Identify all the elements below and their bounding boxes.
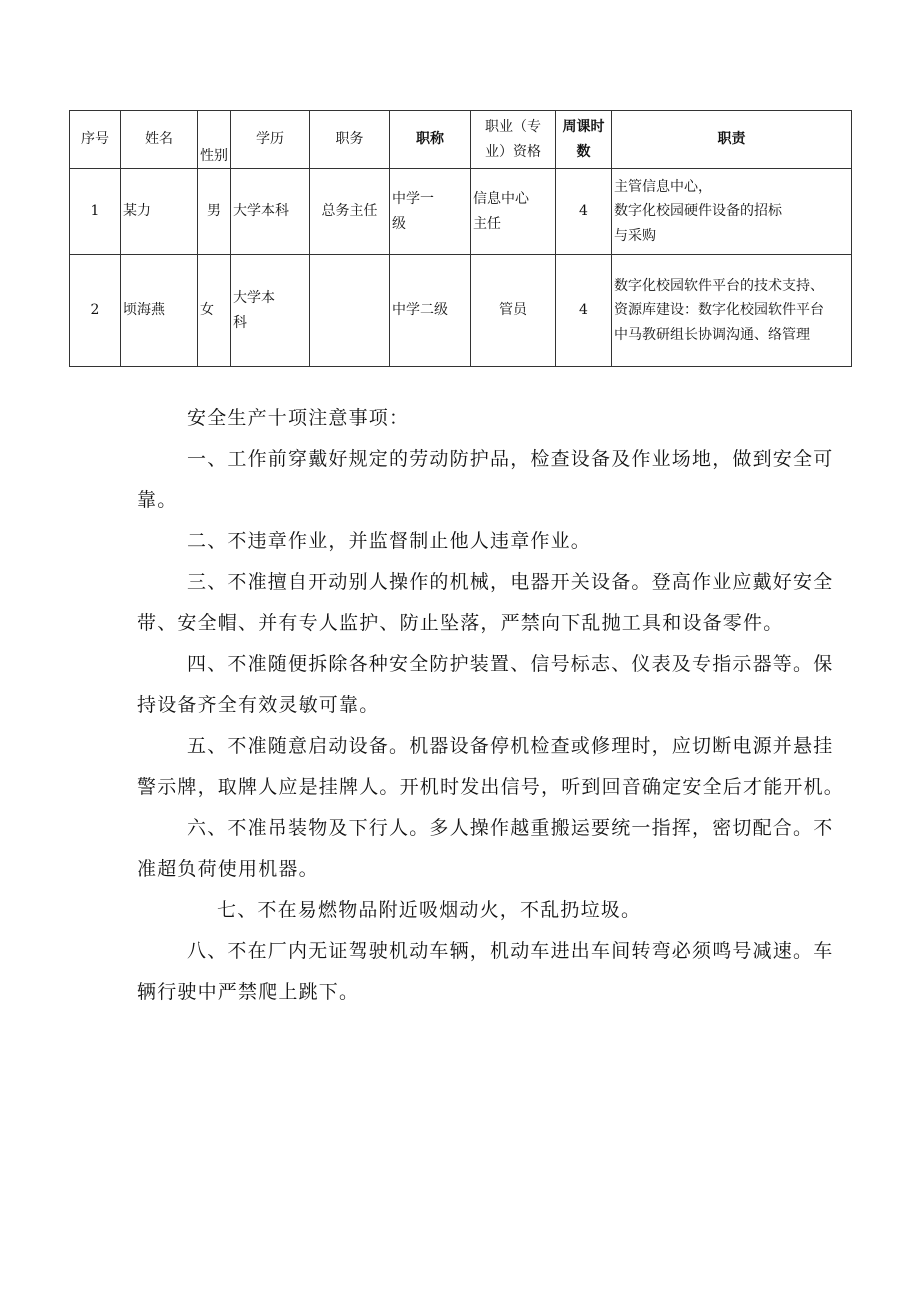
notes-title: 安全生产十项注意事项：	[187, 407, 410, 429]
note-item: 五、不准随意启动设备。机器设备停机检查或修理时，应切断电源并悬挂警示牌，取牌人应是挂牌人。开机时发出信号，听到回音确定安全后才能开机。	[137, 735, 845, 798]
cell-weekly-hours: 4	[556, 169, 612, 255]
header-cell-position: 职务	[310, 111, 390, 169]
safety-notes	[137, 398, 851, 1013]
note-item: 一、工作前穿戴好规定的劳动防护品，检查设备及作业场地，做到安全可靠。	[137, 448, 834, 511]
cell-title: 中学二级	[390, 255, 471, 367]
cell-name: 顷海燕	[121, 255, 198, 367]
cell-gender: 男	[198, 169, 231, 255]
cell-name: 某力	[121, 169, 198, 255]
header-cell-education: 学历	[231, 111, 310, 169]
cell-index: 2	[70, 255, 121, 367]
header-cell-duties: 职责	[612, 111, 852, 169]
note-item: 六、不准吊装物及下行人。多人操作越重搬运要统一指挥，密切配合。不准超负荷使用机器。	[137, 817, 834, 880]
cell-duties: 数字化校园软件平台的技术支持、 资源库建设：数字化校园软件平台 中马教研组长协调沟通、络管理	[612, 255, 852, 367]
table-row	[70, 255, 852, 367]
header-cell-name: 姓名	[121, 111, 198, 169]
note-item: 四、不准随便拆除各种安全防护装置、信号标志、仪表及专指示器等。保持设备齐全有效灵敏可靠。	[137, 653, 834, 716]
cell-education: 大学本 科	[231, 255, 310, 367]
table-row	[70, 169, 852, 255]
cell-duties: 主管信息中心， 数字化校园硬件设备的招标 与采购	[612, 169, 852, 255]
header-cell-qualification: 职业（专 业）资格	[471, 111, 556, 169]
cell-weekly-hours: 4	[556, 255, 612, 367]
cell-position: 总务主任	[310, 169, 390, 255]
cell-title: 中学一 级	[390, 169, 471, 255]
note-item: 三、不准擅自开动别人操作的机械，电器开关设备。登高作业应戴好安全带、安全帽、并有专人监护、防止坠落，严禁向下乱抛工具和设备零件。	[137, 571, 834, 634]
note-item: 二、不违章作业，并监督制止他人违章作业。	[187, 530, 592, 552]
header-cell-weekly-hours: 周课时 数	[556, 111, 612, 169]
header-cell-title: 职称	[390, 111, 471, 169]
cell-education: 大学本科	[231, 169, 310, 255]
table-header-row	[70, 111, 852, 169]
cell-position	[310, 255, 390, 367]
note-item: 八、不在厂内无证驾驶机动车辆，机动车进出车间转弯必须鸣号减速。车辆行驶中严禁爬上跳下。	[137, 940, 834, 1003]
header-cell-gender: 性别	[198, 111, 231, 169]
cell-qualification: 信息中心 主任	[471, 169, 556, 255]
cell-index: 1	[70, 169, 121, 255]
header-cell-index: 序号	[70, 111, 121, 169]
cell-qualification: 管员	[471, 255, 556, 367]
staff-table	[69, 110, 852, 367]
note-item: 七、不在易燃物品附近吸烟动火，不乱扔垃圾。	[217, 899, 642, 921]
cell-gender: 女	[198, 255, 231, 367]
